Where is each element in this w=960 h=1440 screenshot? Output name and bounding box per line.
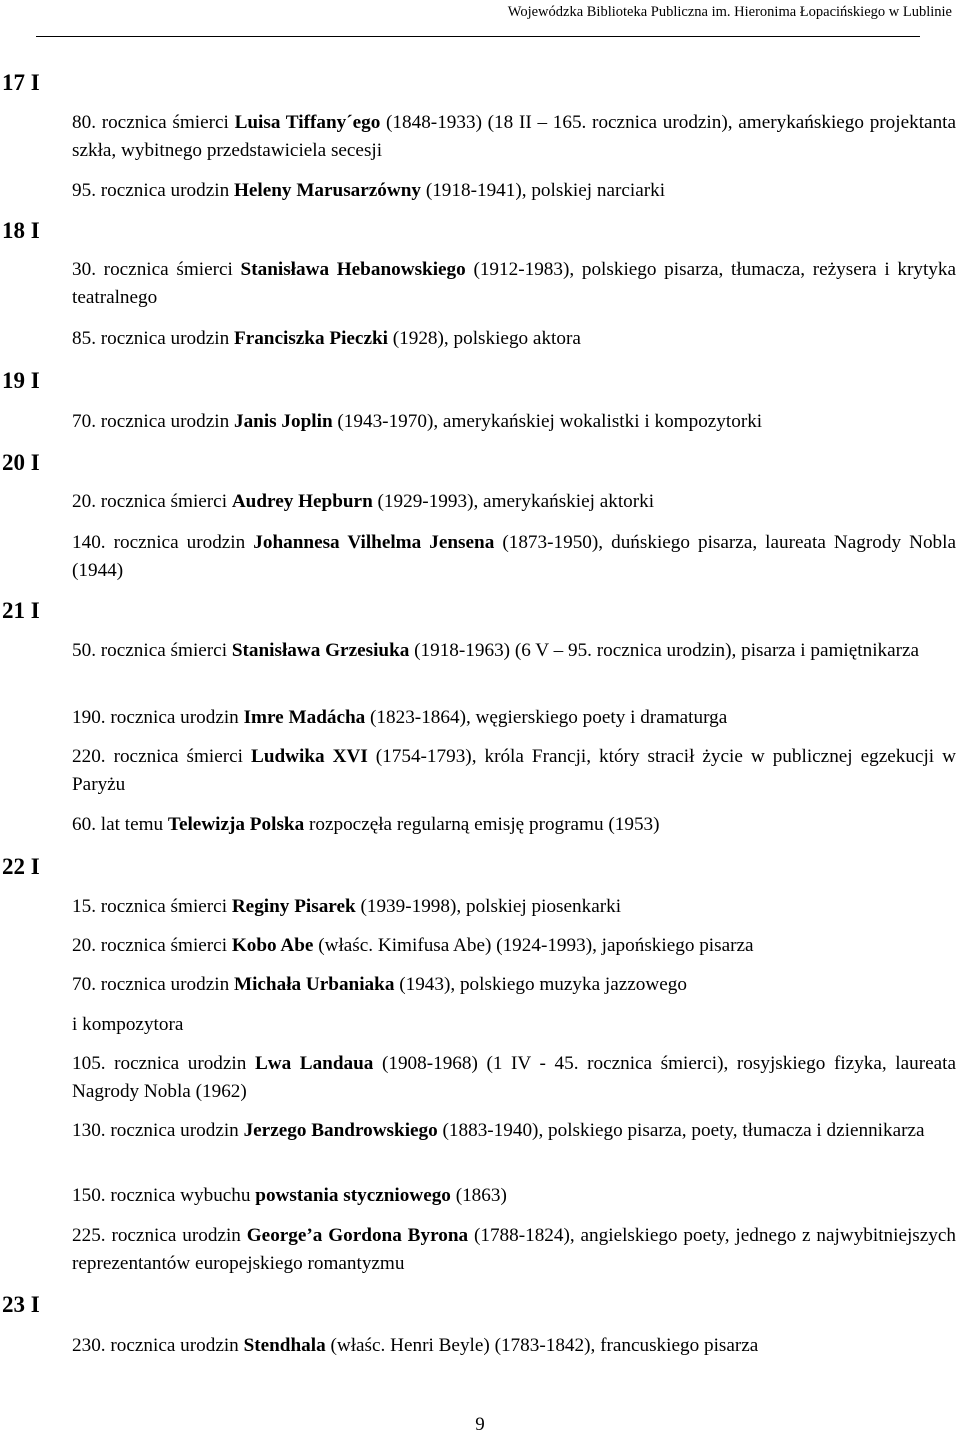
date-label: 21 I [2,598,40,623]
page-header [0,4,960,21]
person-name: Jerzego Bandrowskiego [243,1120,438,1141]
date-label: 22 I [2,854,40,879]
event-name: powstania styczniowego [255,1185,451,1206]
person-name: Stanisława Hebanowskiego [240,259,466,280]
anniversary-entry: 130. rocznica urodzin Jerzego Bandrowskiego (1883-1940), polskiego pisarza, poety, tłumacza i dziennikarza [72,1120,925,1141]
person-name: Reginy Pisarek [231,896,356,917]
anniversary-entry: 70. rocznica urodzin Michała Urbaniaka (1943), polskiego muzyka jazzowego [72,974,687,995]
anniversary-entry: 95. rocznica urodzin Heleny Marusarzówny (1918-1941), polskiej narciarki [72,180,666,201]
anniversary-entry: i kompozytora [72,1014,184,1035]
person-name: Ludwika XVI [251,746,368,767]
person-name: Stendhala [243,1335,326,1356]
anniversary-entry: 150. rocznica wybuchu powstania styczniowego (1863) [72,1185,507,1206]
anniversary-entry: 190. rocznica urodzin Imre Madácha (1823-1864), węgierskiego poety i dramaturga [72,707,728,728]
person-name: Johannesa Vilhelma Jensena [253,532,495,553]
person-name: Audrey Hepburn [231,491,373,512]
date-label: 20 I [2,450,40,475]
anniversary-entry: 80. rocznica śmierci Luisa Tiffany´ego (1848-1933) (18 II – 165. rocznica urodzin), amerykańskiego projektanta szkła, wybitnego przedstawiciela secesji [72,112,957,161]
date-label: 18 I [2,218,40,243]
date-label: 23 I [2,1292,40,1317]
anniversary-entry: 85. rocznica urodzin Franciszka Pieczki (1928), polskiego aktora [72,328,581,349]
person-name: Lwa Landaua [254,1053,374,1074]
person-name: Michała Urbaniaka [233,974,395,995]
anniversary-entry: 20. rocznica śmierci Kobo Abe (właśc. Kimifusa Abe) (1924-1993), japońskiego pisarza [72,935,754,956]
page-number: 9 [475,1414,485,1435]
date-label: 17 I [2,70,40,95]
anniversary-entry: 70. rocznica urodzin Janis Joplin (1943-1970), amerykańskiej wokalistki i kompozytorki [72,411,763,432]
person-name: Stanisława Grzesiuka [231,640,410,661]
anniversary-entry: 60. lat temu Telewizja Polska rozpoczęła regularną emisję programu (1953) [72,814,660,835]
anniversary-entry: 105. rocznica urodzin Lwa Landaua (1908-1968) (1 IV - 45. rocznica śmierci), rosyjskiego fizyka, laureata Nagrody Nobla (1962) [72,1053,956,1102]
person-name: Luisa Tiffany´ego [234,112,381,133]
anniversary-entry: 15. rocznica śmierci Reginy Pisarek (1939-1998), polskiej piosenkarki [72,896,622,917]
anniversary-entry: 230. rocznica urodzin Stendhala (właśc. Henri Beyle) (1783-1842), francuskiego pisarza [72,1335,759,1356]
person-name: Kobo Abe [231,935,314,956]
event-name: Telewizja Polska [167,814,305,835]
person-name: George’a Gordona Byrona [246,1225,469,1246]
anniversary-entry: 30. rocznica śmierci Stanisława Hebanowskiego (1912-1983), polskiego pisarza, tłumacza, reżysera i krytyka teatralnego [72,259,956,308]
anniversary-entry: 225. rocznica urodzin George’a Gordona Byrona (1788-1824), angielskiego poety, jednego z najwybitniejszych reprezentantów europejskiego romantyzmu [72,1225,956,1274]
anniversary-entry: 140. rocznica urodzin Johannesa Vilhelma Jensena (1873-1950), duńskiego pisarza, laureata Nagrody Nobla (1944) [72,532,956,581]
library-name: Wojewódzka Biblioteka Publiczna im. Hieronima Łopacińskiego w Lublinie [507,4,952,20]
anniversary-entry: 220. rocznica śmierci Ludwika XVI (1754-1793), króla Francji, który stracił życie w publicznej egzekucji w Paryżu [72,746,956,795]
person-name: Franciszka Pieczki [233,328,388,349]
anniversary-entry: 20. rocznica śmierci Audrey Hepburn (1929-1993), amerykańskiej aktorki [72,491,655,512]
date-label: 19 I [2,368,40,393]
anniversary-entry: 50. rocznica śmierci Stanisława Grzesiuka (1918-1963) (6 V – 95. rocznica urodzin), pisarza i pamiętnikarza [72,640,920,661]
person-name: Heleny Marusarzówny [233,180,422,201]
header-divider [36,36,920,37]
person-name: Imre Madácha [243,707,366,728]
person-name: Janis Joplin [233,411,333,432]
